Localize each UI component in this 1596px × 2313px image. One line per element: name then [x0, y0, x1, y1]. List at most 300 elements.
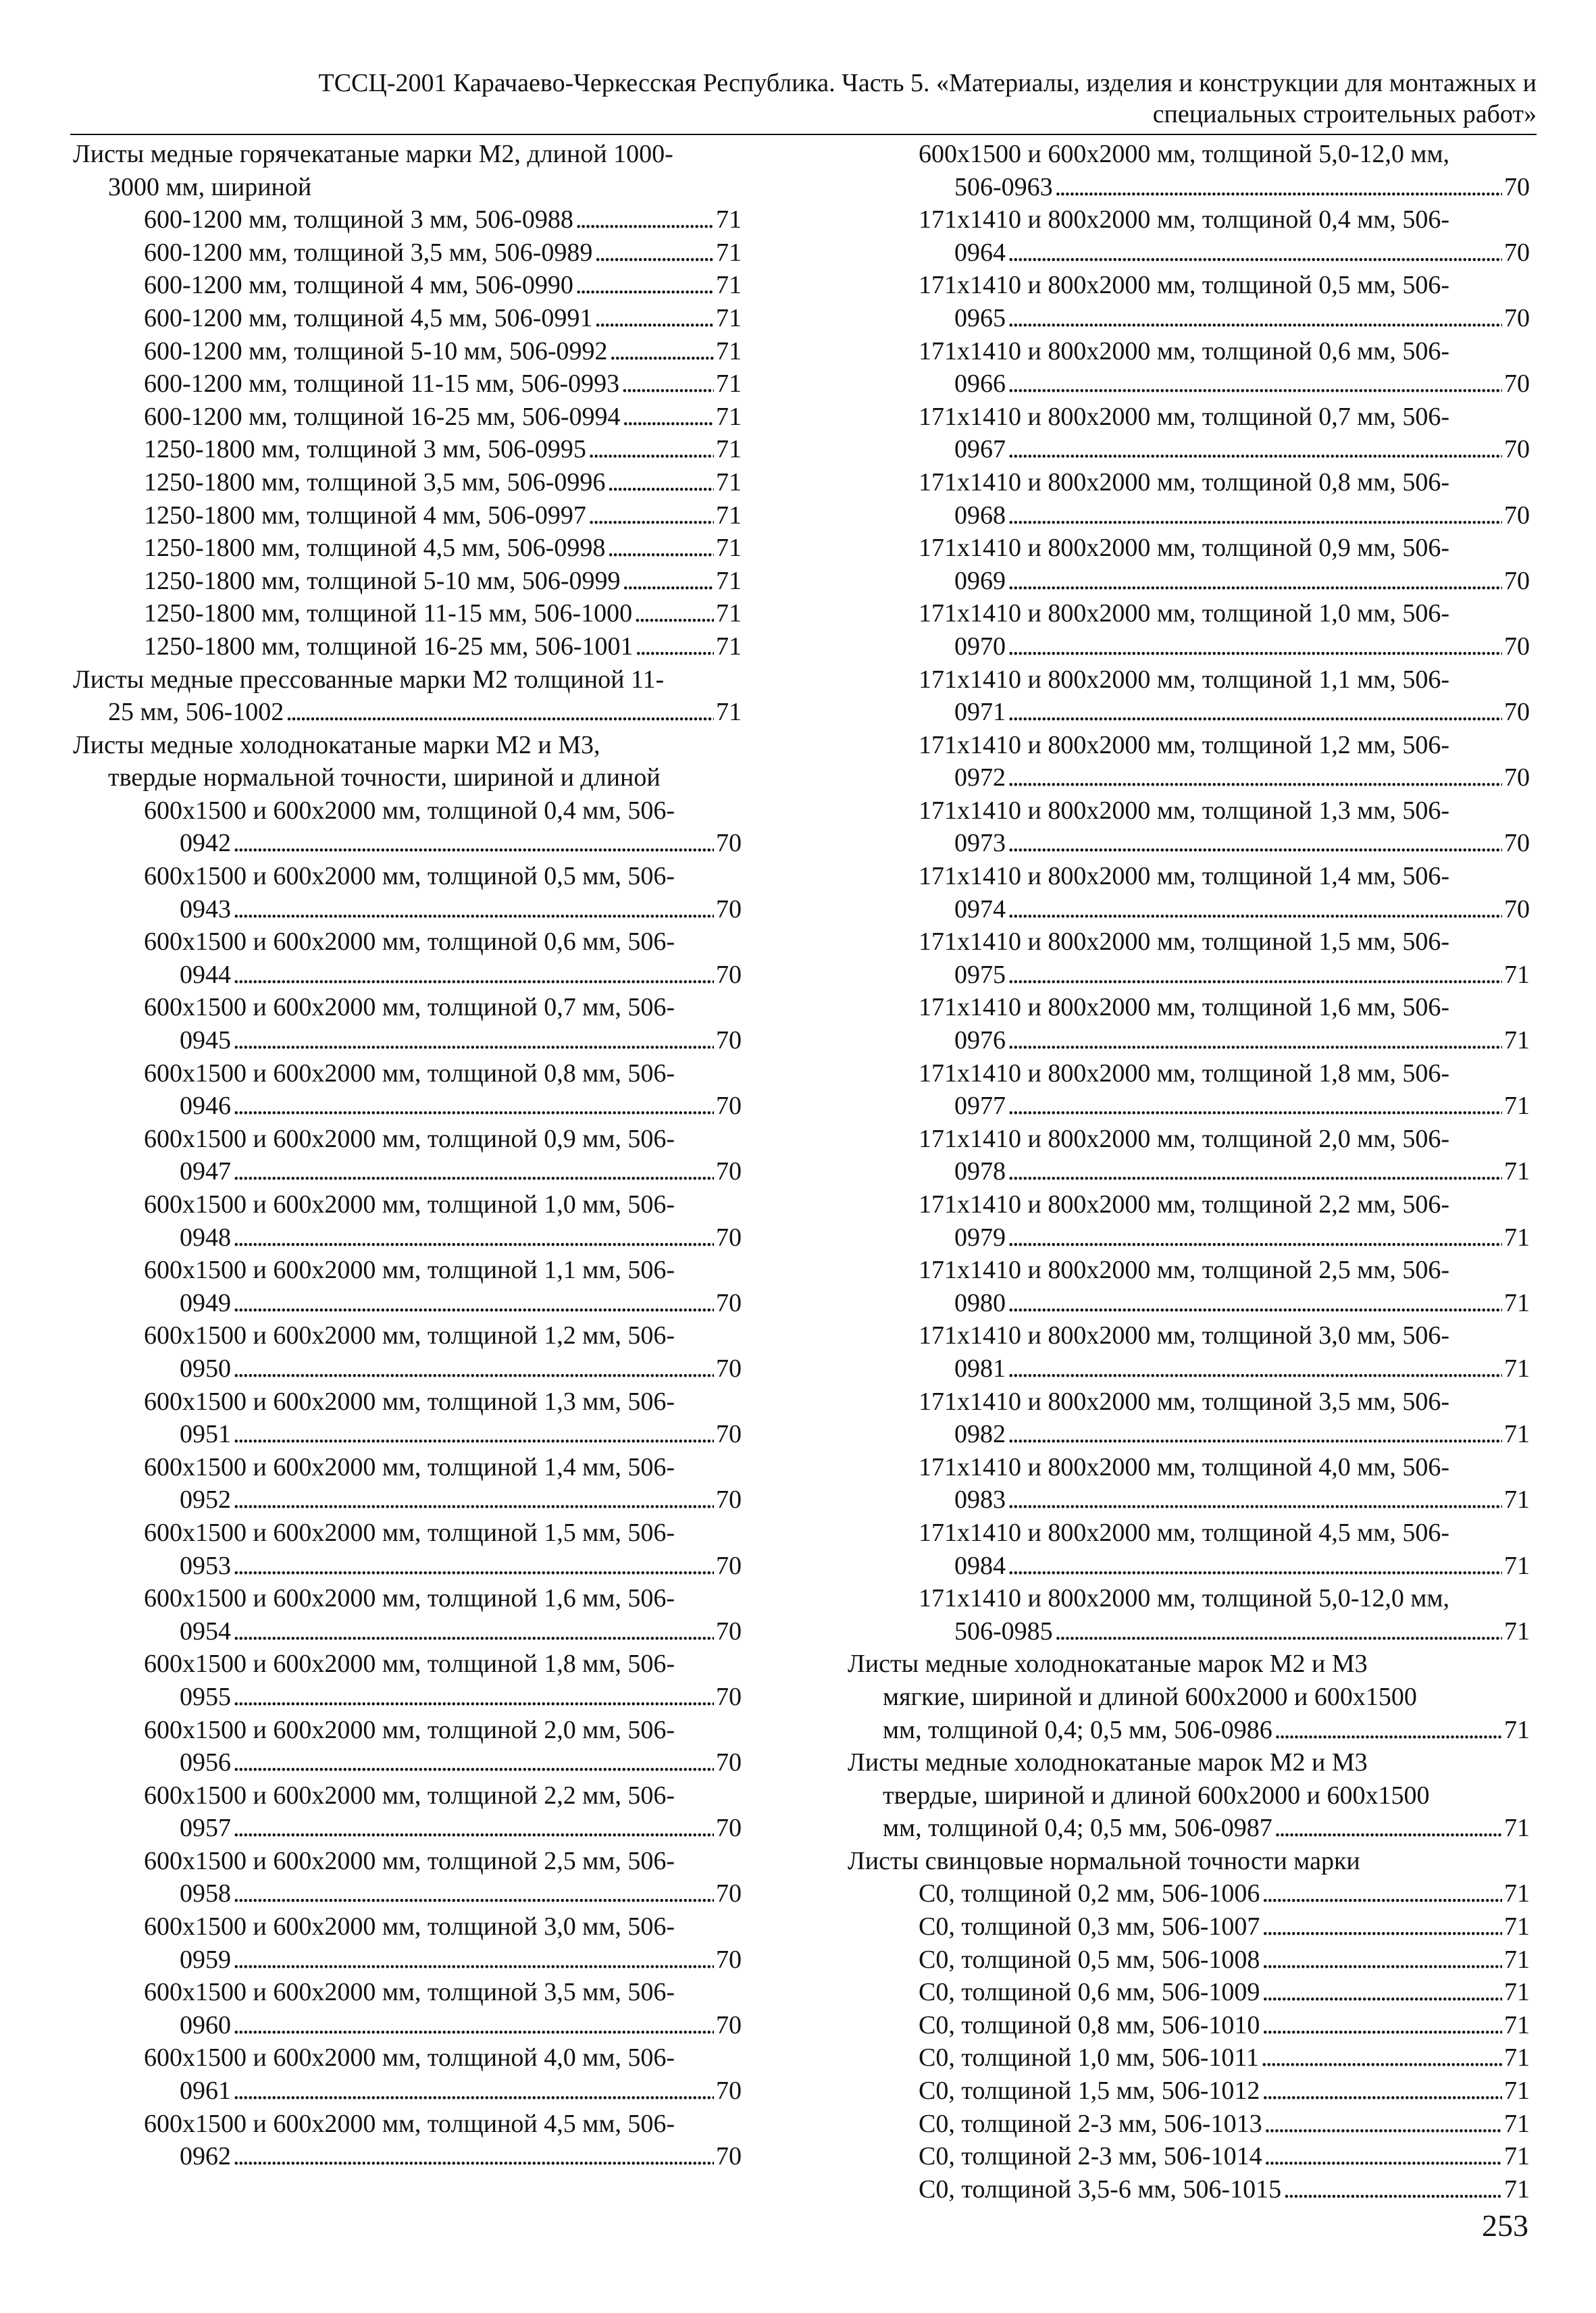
index-entry — [848, 1483, 1530, 1517]
entry-page-ref: 70 — [716, 1420, 742, 1449]
entry-text: 3000 мм, шириной — [108, 172, 312, 201]
index-entry — [848, 1845, 1530, 1878]
dot-leader — [1261, 2041, 1502, 2075]
dot-leader — [233, 1746, 714, 1779]
entry-text: 600x1500 и 600x2000 мм, толщиной 4,0 мм, 506- — [144, 2043, 675, 2073]
entry-page-ref: 70 — [716, 1485, 742, 1515]
entry-text: 171x1410 и 800x2000 мм, толщиной 1,4 мм, 506- — [919, 862, 1450, 891]
index-entry — [73, 860, 742, 893]
dot-leader — [1264, 2140, 1502, 2173]
index-entry — [848, 1123, 1530, 1156]
dot-leader — [1262, 2009, 1502, 2042]
entry-page-ref: 70 — [716, 2077, 742, 2106]
index-entry — [73, 2009, 742, 2042]
entry-page-ref: 71 — [1504, 1912, 1530, 1941]
entry-text: 171x1410 и 800x2000 мм, толщиной 1,6 мм, 506- — [919, 993, 1450, 1022]
entry-text: 0958 — [180, 1879, 231, 1908]
dot-leader — [233, 893, 714, 926]
index-entry — [848, 1155, 1530, 1188]
entry-text: 0946 — [180, 1092, 231, 1121]
entry-text: 0967 — [954, 435, 1006, 464]
entry-page-ref: 71 — [1504, 2142, 1530, 2171]
entry-page-ref: 70 — [1504, 566, 1530, 595]
entry-page-ref: 71 — [1504, 1715, 1530, 1744]
index-entry — [73, 1319, 742, 1352]
entry-page-ref: 71 — [1504, 2109, 1530, 2138]
entry-text: 171x1410 и 800x2000 мм, толщиной 0,7 мм, 506- — [919, 402, 1450, 431]
entry-page-ref: 71 — [1504, 1092, 1530, 1121]
entry-text: 0965 — [954, 303, 1006, 332]
entry-page-ref: 70 — [716, 1945, 742, 1974]
index-entry — [848, 925, 1530, 959]
dot-leader — [1008, 1221, 1502, 1254]
entry-page-ref: 71 — [716, 599, 742, 628]
entry-text: 600x1500 и 600x2000 мм, толщиной 1,4 мм, 506- — [144, 1452, 675, 1481]
index-entry — [73, 1188, 742, 1221]
entry-page-ref: 71 — [1504, 1485, 1530, 1515]
index-entry — [73, 2140, 742, 2173]
dot-leader — [610, 335, 715, 368]
dot-leader — [233, 827, 714, 860]
index-entry — [73, 532, 742, 565]
entry-text: Листы медные прессованные марки М2 толщиной 11- — [73, 665, 665, 694]
index-entry — [848, 401, 1530, 434]
entry-text: 171x1410 и 800x2000 мм, толщиной 1,0 мм, 506- — [919, 599, 1450, 628]
entry-text: 25 мм, 506-1002 — [108, 698, 284, 727]
entry-text: 0947 — [180, 1157, 231, 1186]
entry-page-ref: 70 — [716, 1682, 742, 1711]
entry-text: 171x1410 и 800x2000 мм, толщиной 3,5 мм, 506- — [919, 1387, 1450, 1416]
index-entry — [73, 1779, 742, 1812]
index-entry — [848, 1517, 1530, 1550]
entry-page-ref: 70 — [716, 2010, 742, 2039]
dot-leader — [1262, 1910, 1502, 1943]
index-entry — [73, 1845, 742, 1878]
index-entry — [848, 1714, 1530, 1747]
entry-page-ref: 71 — [716, 435, 742, 464]
dot-leader — [1275, 1714, 1502, 1747]
entry-text: твердые нормальной точности, шириной и длиной — [108, 763, 661, 792]
index-entry — [73, 663, 742, 696]
index-entry — [73, 1451, 742, 1484]
entry-text: 171x1410 и 800x2000 мм, толщиной 0,8 мм, 506- — [919, 467, 1450, 497]
index-entry — [848, 1681, 1530, 1714]
entry-text: 600x1500 и 600x2000 мм, толщиной 5,0-12,0 мм, — [919, 140, 1450, 168]
index-entry — [848, 1090, 1530, 1123]
index-entry — [848, 2140, 1530, 2173]
entry-text: 600x1500 и 600x2000 мм, толщиной 0,6 мм, 506- — [144, 927, 675, 957]
index-entry — [73, 1714, 742, 1747]
entry-text: 0957 — [180, 1814, 231, 1843]
dot-leader — [623, 565, 715, 598]
dot-leader — [233, 1615, 714, 1648]
index-entry — [73, 1418, 742, 1451]
entry-text: 600-1200 мм, толщиной 16-25 мм, 506-0994 — [144, 402, 621, 431]
entry-page-ref: 71 — [1504, 1288, 1530, 1317]
dot-leader — [575, 203, 714, 236]
entry-text: 1250-1800 мм, толщиной 11-15 мм, 506-1000 — [144, 599, 633, 628]
entry-text: 0966 — [954, 370, 1006, 399]
index-entry — [73, 893, 742, 926]
index-entry — [73, 794, 742, 828]
entry-page-ref: 70 — [716, 1748, 742, 1777]
dot-leader — [233, 1024, 714, 1057]
index-entry — [848, 1451, 1530, 1484]
index-entry — [73, 1221, 742, 1254]
entry-text: 0952 — [180, 1485, 231, 1515]
entry-text: 600-1200 мм, толщиной 5-10 мм, 506-0992 — [144, 336, 608, 365]
header-line-1: ТССЦ-2001 Карачаево-Черкесская Республика. Часть 5. «Материалы, изделия и конструкции для монтажных и — [318, 69, 1537, 97]
entry-text: 0984 — [954, 1551, 1006, 1580]
index-entry — [73, 171, 742, 204]
entry-page-ref: 70 — [1504, 435, 1530, 464]
index-entry — [73, 1352, 742, 1386]
entry-text: мягкие, шириной и длиной 600x2000 и 600x1500 — [883, 1682, 1417, 1711]
entry-page-ref: 70 — [716, 1354, 742, 1383]
entry-page-ref: 70 — [1504, 632, 1530, 661]
entry-text: 0948 — [180, 1223, 231, 1252]
entry-text: мм, толщиной 0,4; 0,5 мм, 506-0986 — [883, 1715, 1272, 1744]
entry-page-ref: 71 — [716, 336, 742, 365]
index-entry — [848, 499, 1530, 532]
entry-text: 600x1500 и 600x2000 мм, толщиной 2,2 мм, 506- — [144, 1781, 675, 1810]
entry-page-ref: 70 — [1504, 303, 1530, 332]
dot-leader — [588, 499, 714, 532]
dot-leader — [1008, 302, 1502, 335]
entry-page-ref: 70 — [716, 2142, 742, 2171]
index-entry — [848, 302, 1530, 335]
dot-leader — [233, 1550, 714, 1583]
index-entry — [848, 663, 1530, 696]
dot-leader — [575, 269, 714, 302]
entry-text: С0, толщиной 0,2 мм, 506-1006 — [919, 1879, 1260, 1908]
dot-leader — [588, 433, 714, 466]
index-entry — [848, 696, 1530, 729]
index-entry — [848, 1188, 1530, 1221]
entry-text: 0950 — [180, 1354, 231, 1383]
entry-text: 600x1500 и 600x2000 мм, толщиной 1,3 мм, 506- — [144, 1387, 675, 1416]
dot-leader — [623, 401, 715, 434]
entry-text: Листы медные горячекатаные марки М2, длиной 1000- — [73, 140, 673, 168]
entry-page-ref: 71 — [1504, 2077, 1530, 2106]
entry-text: 0945 — [180, 1026, 231, 1055]
index-entry — [848, 2173, 1530, 2206]
dot-leader — [1262, 1943, 1502, 1977]
entry-text: 600-1200 мм, толщиной 11-15 мм, 506-0993 — [144, 370, 620, 399]
dot-leader — [233, 1090, 714, 1123]
index-entry — [73, 1287, 742, 1320]
dot-leader — [233, 2075, 714, 2108]
right-index-column — [848, 138, 1530, 2206]
index-entry — [848, 1418, 1530, 1451]
dot-leader — [1008, 827, 1502, 860]
dot-leader — [621, 367, 714, 401]
entry-text: С0, толщиной 2-3 мм, 506-1014 — [919, 2142, 1262, 2171]
entry-text: 171x1410 и 800x2000 мм, толщиной 2,0 мм, 506- — [919, 1124, 1450, 1153]
entry-page-ref: 70 — [1504, 238, 1530, 267]
entry-text: 0951 — [180, 1420, 231, 1449]
index-entry — [848, 367, 1530, 401]
index-entry — [848, 138, 1530, 171]
entry-text: 171x1410 и 800x2000 мм, толщиной 1,8 мм, 506- — [919, 1059, 1450, 1088]
entry-text: 171x1410 и 800x2000 мм, толщиной 1,5 мм, 506- — [919, 927, 1450, 957]
dot-leader — [233, 1877, 714, 1910]
entry-page-ref: 71 — [1504, 1420, 1530, 1449]
index-entry — [73, 2041, 742, 2075]
entry-text: 600x1500 и 600x2000 мм, толщиной 0,5 мм, 506- — [144, 862, 675, 891]
index-entry — [73, 1812, 742, 1845]
index-entry — [73, 1155, 742, 1188]
entry-text: 171x1410 и 800x2000 мм, толщиной 2,2 мм, 506- — [919, 1190, 1450, 1219]
entry-text: 600x1500 и 600x2000 мм, толщиной 3,0 мм, 506- — [144, 1912, 675, 1941]
index-entry — [73, 925, 742, 959]
entry-text: 171x1410 и 800x2000 мм, толщиной 4,0 мм, 506- — [919, 1452, 1450, 1481]
dot-leader — [1008, 1418, 1502, 1451]
entry-text: 0970 — [954, 632, 1006, 661]
index-entry — [848, 335, 1530, 368]
index-entry — [73, 1877, 742, 1910]
index-entry — [848, 794, 1530, 828]
index-entry — [73, 1123, 742, 1156]
index-entry — [848, 1615, 1530, 1648]
index-entry — [73, 1582, 742, 1615]
entry-text: 0979 — [954, 1223, 1006, 1252]
index-entry — [848, 2041, 1530, 2075]
entry-page-ref: 70 — [716, 1551, 742, 1580]
entry-text: С0, толщиной 3,5-6 мм, 506-1015 — [919, 2175, 1282, 2204]
index-entry — [73, 466, 742, 499]
dot-leader — [233, 1155, 714, 1188]
entry-text: 0978 — [954, 1157, 1006, 1186]
index-entry — [848, 1976, 1530, 2009]
entry-page-ref: 71 — [1504, 1879, 1530, 1908]
running-header — [74, 68, 1537, 130]
index-entry — [73, 499, 742, 532]
dot-leader — [286, 696, 714, 729]
entry-text: 0961 — [180, 2077, 231, 2106]
dot-leader — [1008, 565, 1502, 598]
index-entry — [73, 236, 742, 270]
entry-text: 0974 — [954, 894, 1006, 923]
entry-text: 600x1500 и 600x2000 мм, толщиной 0,9 мм, 506- — [144, 1124, 675, 1153]
index-entry — [73, 1090, 742, 1123]
entry-text: 600x1500 и 600x2000 мм, толщиной 0,8 мм, 506- — [144, 1059, 675, 1088]
index-entry — [73, 1057, 742, 1090]
entry-text: 600x1500 и 600x2000 мм, толщиной 1,2 мм, 506- — [144, 1321, 675, 1350]
entry-text: 0972 — [954, 763, 1006, 792]
entry-page-ref: 71 — [716, 534, 742, 563]
entry-text: 171x1410 и 800x2000 мм, толщиной 1,1 мм, 506- — [919, 665, 1450, 694]
entry-text: 171x1410 и 800x2000 мм, толщиной 0,6 мм, 506- — [919, 336, 1450, 365]
entry-text: 0964 — [954, 238, 1006, 267]
entry-page-ref: 70 — [716, 894, 742, 923]
entry-text: 600x1500 и 600x2000 мм, толщиной 1,6 мм, 506- — [144, 1584, 675, 1613]
index-entry — [73, 729, 742, 762]
entry-text: 0981 — [954, 1354, 1006, 1383]
dot-leader — [634, 597, 714, 630]
entry-text: 0962 — [180, 2142, 231, 2171]
entry-text: 171x1410 и 800x2000 мм, толщиной 2,5 мм, 506- — [919, 1256, 1450, 1285]
entry-page-ref: 71 — [1504, 1814, 1530, 1843]
entry-text: С0, толщиной 0,6 мм, 506-1009 — [919, 1978, 1260, 2007]
entry-text: 0971 — [954, 698, 1006, 727]
dot-leader — [1008, 236, 1502, 270]
index-entry — [848, 1057, 1530, 1090]
dot-leader — [233, 1352, 714, 1386]
entry-text: 0954 — [180, 1617, 231, 1646]
entry-page-ref: 71 — [716, 501, 742, 530]
entry-text: 0943 — [180, 894, 231, 923]
index-entry — [73, 1681, 742, 1714]
index-entry — [848, 466, 1530, 499]
entry-text: 171x1410 и 800x2000 мм, толщиной 3,0 мм, 506- — [919, 1321, 1450, 1350]
dot-leader — [1008, 1483, 1502, 1517]
entry-text: С0, толщиной 0,8 мм, 506-1010 — [919, 2010, 1260, 2039]
index-entry — [73, 2108, 742, 2141]
entry-text: 0973 — [954, 829, 1006, 858]
dot-leader — [1008, 696, 1502, 729]
entry-page-ref: 71 — [716, 238, 742, 267]
entry-text: Листы медные холоднокатаные марок М2 и М3 — [848, 1748, 1368, 1777]
index-entry — [848, 893, 1530, 926]
dot-leader — [1008, 1024, 1502, 1057]
dot-leader — [1008, 433, 1502, 466]
entry-text: 600x1500 и 600x2000 мм, толщиной 0,7 мм, 506- — [144, 993, 675, 1022]
index-entry — [848, 630, 1530, 663]
entry-text: 171x1410 и 800x2000 мм, толщиной 0,5 мм, 506- — [919, 271, 1450, 300]
dot-leader — [1262, 2075, 1502, 2108]
index-entry — [73, 138, 742, 171]
entry-text: 600-1200 мм, толщиной 4,5 мм, 506-0991 — [144, 303, 593, 332]
index-entry — [848, 2075, 1530, 2108]
index-entry — [848, 1221, 1530, 1254]
dot-leader — [1008, 1287, 1502, 1320]
dot-leader — [1055, 1615, 1502, 1648]
entry-text: 171x1410 и 800x2000 мм, толщиной 0,4 мм, 506- — [919, 205, 1450, 234]
dot-leader — [1055, 171, 1502, 204]
entry-text: мм, толщиной 0,4; 0,5 мм, 506-0987 — [883, 1814, 1272, 1843]
index-entry — [848, 1812, 1530, 1845]
dot-leader — [233, 1681, 714, 1714]
entry-page-ref: 70 — [716, 1223, 742, 1252]
page-number: 253 — [1482, 2208, 1528, 2243]
index-entry — [73, 1615, 742, 1648]
index-entry — [73, 367, 742, 401]
index-entry — [73, 1386, 742, 1419]
index-entry — [848, 1877, 1530, 1910]
dot-leader — [233, 2140, 714, 2173]
entry-page-ref: 71 — [716, 303, 742, 332]
entry-text: 0983 — [954, 1485, 1006, 1515]
header-line-2: специальных строительных работ» — [1152, 100, 1537, 128]
dot-leader — [1008, 1550, 1502, 1583]
index-entry — [73, 565, 742, 598]
entry-text: 600x1500 и 600x2000 мм, толщиной 4,5 мм, 506- — [144, 2109, 675, 2138]
entry-page-ref: 70 — [716, 1092, 742, 1121]
entry-text: 0953 — [180, 1551, 231, 1580]
entry-page-ref: 70 — [1504, 501, 1530, 530]
entry-page-ref: 70 — [1504, 370, 1530, 399]
entry-text: С0, толщиной 1,0 мм, 506-1011 — [919, 2043, 1260, 2073]
entry-text: 600x1500 и 600x2000 мм, толщиной 2,0 мм, 506- — [144, 1715, 675, 1744]
index-entry — [848, 729, 1530, 762]
entry-text: 600x1500 и 600x2000 мм, толщиной 1,0 мм, 506- — [144, 1190, 675, 1219]
dot-leader — [1008, 959, 1502, 992]
dot-leader — [233, 1483, 714, 1517]
index-entry — [73, 203, 742, 236]
entry-page-ref: 71 — [716, 467, 742, 497]
entry-text: С0, толщиной 0,3 мм, 506-1007 — [919, 1912, 1260, 1941]
entry-text: 0977 — [954, 1092, 1006, 1121]
entry-page-ref: 70 — [716, 1879, 742, 1908]
entry-page-ref: 70 — [1504, 894, 1530, 923]
dot-leader — [594, 302, 714, 335]
entry-text: С0, толщиной 2-3 мм, 506-1013 — [919, 2109, 1262, 2138]
entry-text: С0, толщиной 0,5 мм, 506-1008 — [919, 1945, 1260, 1974]
entry-text: 506-0963 — [954, 172, 1053, 201]
entry-text: 600x1500 и 600x2000 мм, толщиной 2,5 мм, 506- — [144, 1846, 675, 1875]
dot-leader — [1283, 2173, 1502, 2206]
entry-page-ref: 71 — [1504, 2043, 1530, 2073]
index-entry — [848, 1024, 1530, 1057]
index-entry — [848, 959, 1530, 992]
index-entry — [848, 1550, 1530, 1583]
index-entry — [73, 2075, 742, 2108]
dot-leader — [1008, 893, 1502, 926]
entry-text: 1250-1800 мм, толщиной 4 мм, 506-0997 — [144, 501, 586, 530]
dot-leader — [1262, 1976, 1502, 2009]
entry-text: Листы свинцовые нормальной точности марки — [848, 1846, 1360, 1875]
index-entry — [73, 335, 742, 368]
entry-page-ref: 71 — [716, 205, 742, 234]
entry-page-ref: 71 — [1504, 1026, 1530, 1055]
entry-text: 1250-1800 мм, толщиной 4,5 мм, 506-0998 — [144, 534, 606, 563]
index-entry — [848, 236, 1530, 270]
entry-page-ref: 71 — [1504, 1617, 1530, 1646]
entry-text: 1250-1800 мм, толщиной 5-10 мм, 506-0999 — [144, 566, 621, 595]
index-entry — [848, 532, 1530, 565]
index-entry — [73, 1943, 742, 1977]
index-entry — [73, 302, 742, 335]
dot-leader — [233, 959, 714, 992]
index-entry — [848, 597, 1530, 630]
entry-page-ref: 71 — [716, 402, 742, 431]
dot-leader — [233, 1418, 714, 1451]
entry-text: Листы медные холоднокатаные марки М2 и М3, — [73, 730, 600, 759]
entry-text: 0955 — [180, 1682, 231, 1711]
entry-page-ref: 70 — [716, 1288, 742, 1317]
entry-page-ref: 71 — [716, 271, 742, 300]
entry-text: 0944 — [180, 960, 231, 989]
entry-text: 0980 — [954, 1288, 1006, 1317]
dot-leader — [636, 630, 715, 663]
entry-text: 171x1410 и 800x2000 мм, толщиной 1,3 мм, 506- — [919, 796, 1450, 825]
index-entry — [848, 991, 1530, 1024]
entry-page-ref: 71 — [716, 698, 742, 727]
entry-page-ref: 71 — [716, 632, 742, 661]
index-entry — [73, 433, 742, 466]
entry-text: Листы медные холоднокатаные марок М2 и М3 — [848, 1650, 1368, 1679]
left-index-column — [73, 138, 742, 2173]
index-entry — [73, 1024, 742, 1057]
index-entry — [73, 1550, 742, 1583]
index-entry — [73, 991, 742, 1024]
index-entry — [73, 1254, 742, 1287]
dot-leader — [1008, 499, 1502, 532]
dot-leader — [233, 1943, 714, 1977]
entry-text: твердые, шириной и длиной 600x2000 и 600x1500 — [883, 1781, 1430, 1810]
index-entry — [848, 1319, 1530, 1352]
